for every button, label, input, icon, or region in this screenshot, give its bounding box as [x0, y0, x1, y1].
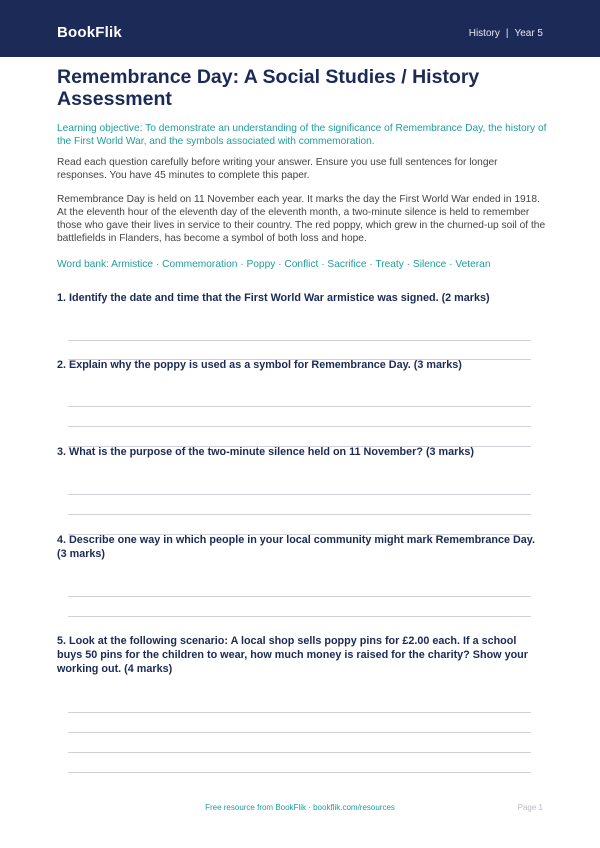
answer-line[interactable]: [68, 406, 531, 407]
word-bank: Word bank: Armistice · Commemoration · Poppy · Conflict · Sacrifice · Treaty · Silence · Veteran: [57, 259, 491, 270]
answer-line[interactable]: [68, 340, 531, 341]
separator: |: [505, 28, 509, 39]
answer-line[interactable]: [68, 596, 531, 597]
intro-text: Remembrance Day is held on 11 November each year. It marks the day the First World War ended in 1918. At the eleventh hour of the eleventh day of the eleventh month, a two-minute silence is held to remember those who gave their lives in service to their country. The red poppy, which grew in the churned-up soil of the battlefields in Flanders, has become a symbol of both loss and hope.: [57, 194, 546, 244]
footer-link[interactable]: Free resource from BookFlik · bookflik.com/resources: [205, 803, 395, 812]
instructions-text: Read each question carefully before writing your answer. Ensure you use full sentences for longer responses. You have 45 minutes to complete this paper.: [57, 157, 498, 181]
answer-line[interactable]: [68, 494, 531, 495]
question-5: 5. Look at the following scenario: A local shop sells poppy pins for £2.00 each. If a school buys 50 pins for the children to wear, how much money is raised for the charity? Show your working out. (4 marks): [57, 635, 528, 675]
subject-label: History: [468, 28, 500, 39]
question-3: 3. What is the purpose of the two-minute silence held on 11 November? (3 marks): [57, 446, 474, 458]
question-2: 2. Explain why the poppy is used as a symbol for Remembrance Day. (3 marks): [57, 359, 462, 371]
question-1: 1. Identify the date and time that the First World War armistice was signed. (2 marks): [57, 292, 490, 304]
page-title: Remembrance Day: A Social Studies / History Assessment: [57, 66, 480, 110]
answer-line[interactable]: [68, 772, 531, 773]
header-meta: [469, 28, 543, 39]
question-4: 4. Describe one way in which people in your local community might mark Remembrance Day. (3 marks): [57, 534, 535, 560]
answer-line[interactable]: [68, 712, 531, 713]
answer-line[interactable]: [68, 514, 531, 515]
year-label: Year 5: [514, 28, 543, 39]
page-header: [0, 0, 600, 57]
page-number: Page 1: [517, 803, 543, 812]
brand-logo[interactable]: BookFlik: [57, 24, 122, 41]
answer-line[interactable]: [68, 426, 531, 427]
answer-line[interactable]: [68, 752, 531, 753]
answer-line[interactable]: [68, 616, 531, 617]
learning-objective: Learning objective: To demonstrate an understanding of the significance of Remembrance Day, the history of the First World War, and the symbols associated with commemoration.: [57, 123, 547, 147]
answer-line[interactable]: [68, 732, 531, 733]
